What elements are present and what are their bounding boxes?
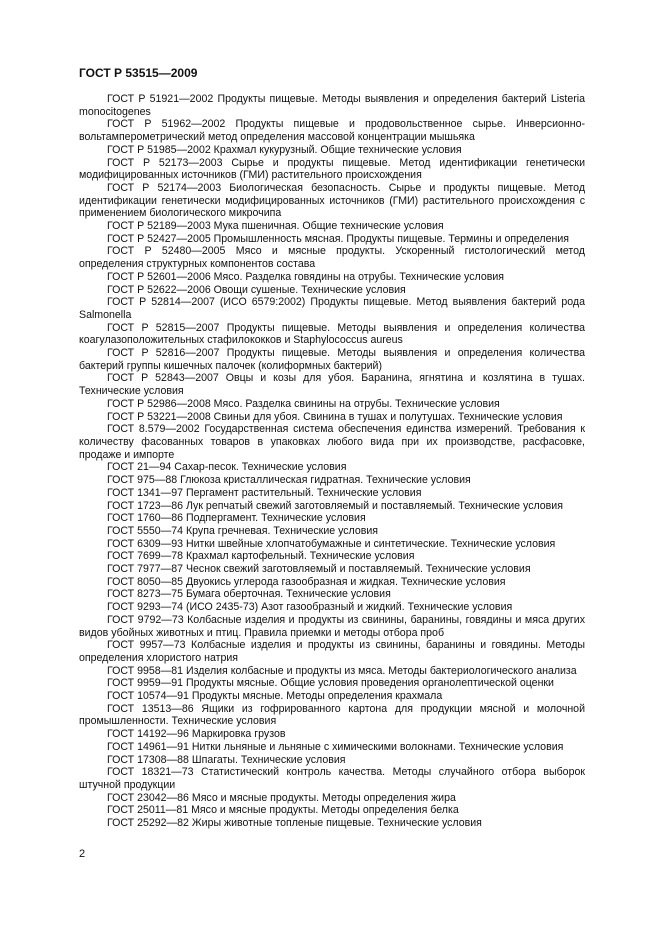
reference-entry: ГОСТ 17308—88 Шпагаты. Технические условия [107,753,346,766]
reference-entry: ГОСТ 8050—85 Двуокись углерода газообразная и жидкая. Технические условия [107,575,506,588]
reference-entry: ГОСТ Р 52480—2005 Мясо и мясные продукты. Ускоренный гистологический метод определения структурных компонентов состава [79,245,585,271]
reference-entry: ГОСТ 9958—81 Изделия колбасные и продукты из мяса. Методы бактериологического анализа [107,664,577,677]
page-number: 2 [79,848,86,860]
reference-entry: ГОСТ 975—88 Глюкоза кристаллическая гидратная. Технические условия [107,474,471,487]
reference-entry: ГОСТ Р 52816—2007 Продукты пищевые. Методы выявления и определения количества бактерий группы кишечных палочек (колиформных бактерий) [79,347,585,372]
reference-entry: ГОСТ 9959—91 Продукты мясные. Общие условия проведения органолептической оценки [107,677,554,690]
reference-entry: ГОСТ 10574—91 Продукты мясные. Методы определения крахмала [107,690,443,703]
reference-entry: ГОСТ 18321—73 Статистический контроль качества. Методы случайного отбора выборок штучной продукции [79,766,585,791]
reference-entry: ГОСТ 8273—75 Бумага оберточная. Технические условия [107,588,391,601]
reference-entry: ГОСТ 7699—78 Крахмал картофельный. Технические условия [107,550,415,563]
reference-entry: ГОСТ Р 51962—2002 Продукты пищевые и продовольственное сырье. Инверсионно-вольтамперометрический метод определения массовой концентрации мышьяка [79,118,585,144]
reference-entry: ГОСТ Р 52622—2006 Овощи сушеные. Технические условия [107,283,406,296]
reference-entry: ГОСТ 5550—74 Крупа гречневая. Технические условия [107,524,379,537]
reference-entry: ГОСТ Р 52815—2007 Продукты пищевые. Методы выявления и определения количества коагулазоположительных стафилококков и Staphylococcus aureus [79,321,585,347]
reference-entry: ГОСТ Р 52189—2003 Мука пшеничная. Общие технические условия [107,220,444,233]
reference-entry: ГОСТ 13513—86 Ящики из гофрированного картона для продукции мясной и молочной промышленности. Технические условия [79,702,585,728]
reference-entry: ГОСТ Р 52814—2007 (ИСО 6579:2002) Продукты пищевые. Метод выявления бактерий рода Salmonella [79,296,585,321]
reference-entry: ГОСТ 23042—86 Мясо и мясные продукты. Методы определения жира [107,791,456,804]
reference-entry: ГОСТ 25292—82 Жиры животные топленые пищевые. Технические условия [107,817,482,830]
reference-entry: ГОСТ 21—94 Сахар-песок. Технические условия [107,461,347,474]
normative-references-list [79,93,585,830]
reference-entry: ГОСТ 9792—73 Колбасные изделия и продукты из свинины, баранины, говядины и мяса других видов убойных животных и птиц. Правила приемки и методы отбора проб [79,613,585,639]
reference-entry: ГОСТ 1760—86 Подпергамент. Технические условия [107,512,366,525]
reference-entry: ГОСТ 25011—81 Мясо и мясные продукты. Методы определения белка [107,804,459,817]
reference-entry: ГОСТ Р 52986—2008 Мясо. Разделка свинины на отрубы. Технические условия [107,397,500,410]
reference-entry: ГОСТ Р 52843—2007 Овцы и козы для убоя. Баранина, ягнятина и козлятина в тушах. Технические условия [79,372,585,398]
reference-entry: ГОСТ Р 52601—2006 Мясо. Разделка говядины на отрубы. Технические условия [107,270,505,283]
document-code-header: ГОСТ Р 53515—2009 [79,66,198,80]
reference-entry: ГОСТ 7977—87 Чеснок свежий заготовляемый и поставляемый. Технические условия [107,563,531,576]
reference-entry: ГОСТ 14192—96 Маркировка грузов [107,728,286,741]
reference-entry: ГОСТ 1723—86 Лук репчатый свежий заготовляемый и поставляемый. Технические условия [107,499,563,512]
reference-entry: ГОСТ Р 53221—2008 Свиньи для убоя. Свинина в тушах и полутушах. Технические условия [107,410,563,423]
reference-entry: ГОСТ Р 51921—2002 Продукты пищевые. Методы выявления и определения бактерий Listeria monocitogenes [79,93,585,118]
reference-entry: ГОСТ Р 52174—2003 Биологическая безопасность. Сырье и продукты пищевые. Метод идентификации генетически модифицированных источников (ГМИ) растительного происхождения с применением биологического микрочипа [79,181,585,220]
reference-entry: ГОСТ 9957—73 Колбасные изделия и продукты из свинины, баранины и говядины. Методы определения хлористого натрия [79,639,585,664]
reference-entry: ГОСТ Р 52173—2003 Сырье и продукты пищевые. Метод идентификации генетически модифицированных источников (ГМИ) растительного происхождения [79,156,585,182]
reference-entry: ГОСТ 9293—74 (ИСО 2435-73) Азот газообразный и жидкий. Технические условия [107,601,513,614]
reference-entry: ГОСТ 8.579—2002 Государственная система обеспечения единства измерений. Требования к количеству фасованных товаров в упаковках любого вида при их производстве, расфасовке, продаже и импорте [79,423,585,461]
reference-entry: ГОСТ Р 51985—2002 Крахмал кукурузный. Общие технические условия [107,143,462,156]
reference-entry: ГОСТ Р 52427—2005 Промышленность мясная. Продукты пищевые. Термины и определения [107,232,569,245]
reference-entry: ГОСТ 6309—93 Нитки швейные хлопчатобумажные и синтетические. Технические условия [107,537,556,550]
reference-entry: ГОСТ 14961—91 Нитки льняные и льняные с химическими волокнами. Технические условия [107,740,564,753]
reference-entry: ГОСТ 1341—97 Пергамент растительный. Технические условия [107,486,422,499]
